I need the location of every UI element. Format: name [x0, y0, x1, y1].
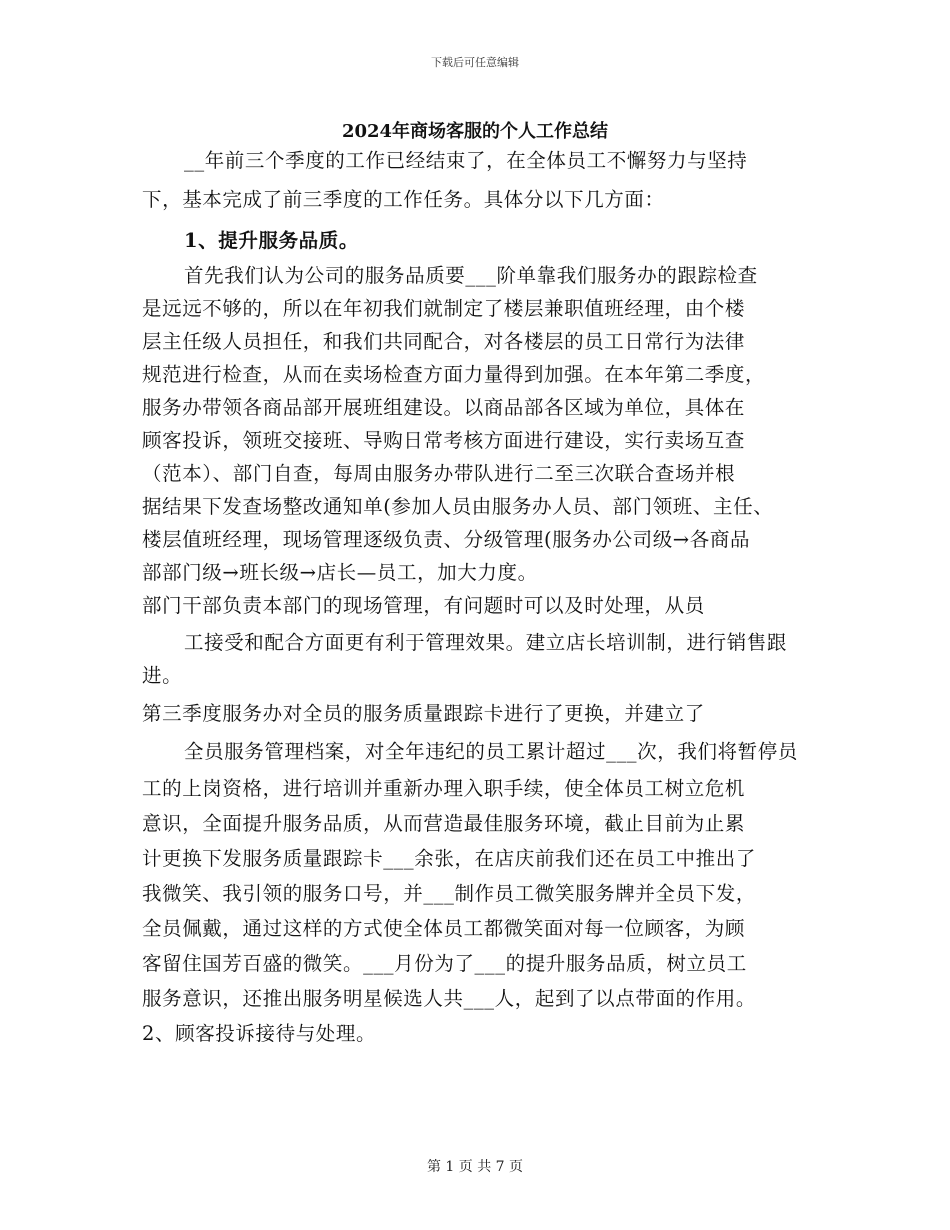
body-line: 据结果下发查场整改通知单(参加人员由服务办人员、部门领班、主任、 — [142, 495, 774, 518]
page-header: 下载后可任意编辑 — [431, 56, 519, 69]
body-line: 客留住国芳百盛的微笑。___月份为了___的提升服务品质，树立员工 — [142, 952, 747, 975]
body-line: 工接受和配合方面更有利于管理效果。建立店长培训制，进行销售跟 — [184, 631, 788, 654]
body-line: 规范进行检查，从而在卖场检查方面力量得到加强。在本年第二季度， — [142, 363, 766, 386]
body-line: 服务意识，还推出服务明星候选人共___人，起到了以点带面的作用。 — [142, 987, 756, 1010]
body-line: 层主任级人员担任，和我们共同配合，对各楼层的员工日常行为法律 — [142, 330, 746, 353]
body-line: 服务办带领各商品部开展班组建设。以商品部各区域为单位，具体在 — [142, 396, 746, 419]
page-footer: 第 1 页 共 7 页 — [426, 1159, 524, 1175]
body-line: __年前三个季度的工作已经结束了，在全体员工不懈努力与坚持 — [184, 149, 748, 172]
body-line: 部门干部负责本部门的现场管理，有问题时可以及时处理，从员 — [142, 594, 705, 617]
body-line: 下，基本完成了前三季度的工作任务。具体分以下几方面： — [142, 188, 665, 211]
body-line: 顾客投诉，领班交接班、导购日常考核方面进行建设，实行卖场互查 — [142, 429, 746, 452]
body-line: 部部门级→班长级→店长—员工，加大力度。 — [142, 561, 538, 584]
document-title: 2024年商场客服的个人工作总结 — [341, 121, 609, 142]
body-line: 楼层值班经理，现场管理逐级负责、分级管理(服务办公司级→各商品 — [142, 528, 751, 551]
body-line: 计更换下发服务质量跟踪卡___余张，在店庆前我们还在员工中推出了 — [142, 847, 756, 870]
body-line: 第三季度服务办对全员的服务质量跟踪卡进行了更换，并建立了 — [142, 702, 705, 725]
body-line: 工的上岗资格，进行培训并重新办理入职手续，使全体员工树立危机 — [142, 777, 746, 800]
body-line: 进。 — [142, 664, 183, 687]
body-line: 全员佩戴，通过这样的方式使全体员工都微笑面对每一位顾客，为顾 — [142, 917, 746, 940]
body-line: 是远远不够的，所以在年初我们就制定了楼层兼职值班经理，由个楼 — [142, 297, 746, 320]
body-line: 首先我们认为公司的服务品质要___阶单靠我们服务办的跟踪检查 — [184, 264, 758, 287]
body-line: 我微笑、我引领的服务口号，并___制作员工微笑服务牌并全员下发， — [142, 882, 756, 905]
section-heading: 1、提升服务品质。 — [184, 229, 359, 252]
body-line: （范本）、部门自查，每周由服务办带队进行二至三次联合查场并根 — [142, 462, 736, 485]
body-line: 2、顾客投诉接待与处理。 — [142, 1022, 377, 1045]
body-line: 意识，全面提升服务品质，从而营造最佳服务环境，截止目前为止累 — [142, 812, 746, 835]
body-line: 全员服务管理档案，对全年违纪的员工累计超过___次，我们将暂停员 — [184, 740, 798, 763]
